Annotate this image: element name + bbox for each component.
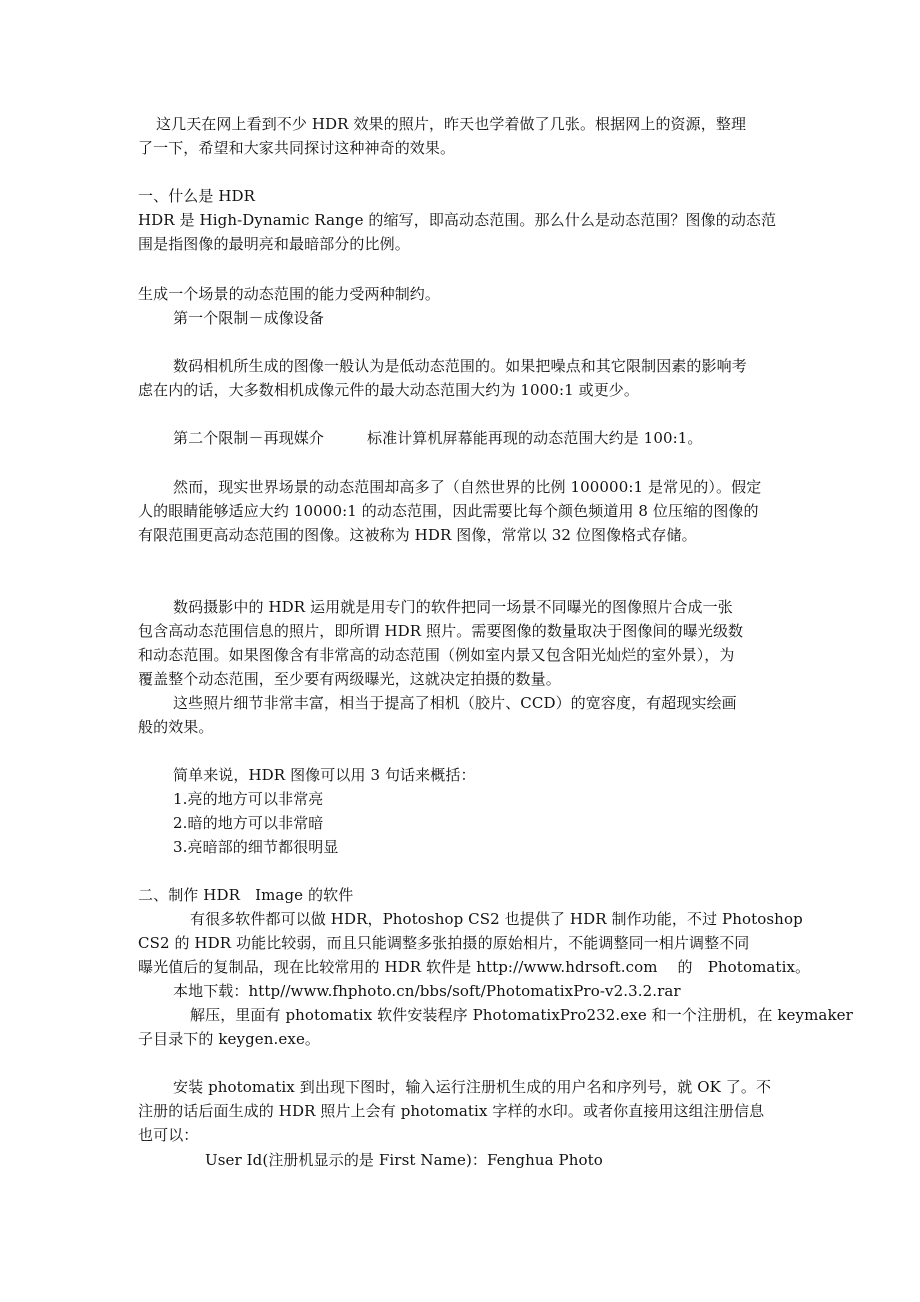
download-line: 本地下载：http//www.fhphoto.cn/bbs/soft/PhotomatixPro-v2.3.2.rar [173, 982, 681, 1000]
application-line-1: 数码摄影中的 HDR 运用就是用专门的软件把同一场景不同曝光的图像照片合成一张 [173, 598, 733, 616]
intro-line-2: 了一下，希望和大家共同探讨这种神奇的效果。 [138, 139, 456, 157]
summary-point-3: 3.亮暗部的细节都很明显 [173, 838, 339, 856]
install-line-1: 安装 photomatix 到出现下图时，输入运行注册机生成的用户名和序列号，就 OK 了。不 [173, 1078, 772, 1096]
section-2-heading: 二、制作 HDR Image 的软件 [138, 886, 354, 904]
limit-2-text: 标准计算机屏幕能再现的动态范围大约是 100:1。 [367, 429, 703, 447]
section-1-heading: 一、什么是 HDR [138, 187, 256, 205]
definition-line-2: 围是指图像的最明亮和最暗部分的比例。 [138, 235, 410, 253]
software-line-1: 有很多软件都可以做 HDR，Photoshop CS2 也提供了 HDR 制作功能，不过 Photoshop [190, 910, 803, 928]
reality-line-3: 有限范围更高动态范围的图像。这被称为 HDR 图像，常常以 32 位图像格式存储。 [138, 526, 697, 544]
summary-intro: 简单来说，HDR 图像可以用 3 句话来概括： [173, 766, 476, 784]
install-line-3: 也可以： [138, 1126, 199, 1144]
intro-line-1: 这几天在网上看到不少 HDR 效果的照片，昨天也学着做了几张。根据网上的资源，整理 [156, 115, 747, 133]
summary-point-2: 2.暗的地方可以非常暗 [173, 814, 324, 832]
reality-line-2: 人的眼睛能够适应大约 10000:1 的动态范围，因此需要比每个颜色频道用 8 位压缩的图像的 [138, 502, 759, 520]
limit-2-title: 第二个限制－再现媒介 [173, 429, 325, 447]
unzip-line-2: 子目录下的 keygen.exe。 [138, 1030, 321, 1048]
summary-point-1: 1.亮的地方可以非常亮 [173, 790, 324, 808]
definition-line-1: HDR 是 High-Dynamic Range 的缩写，即高动态范围。那么什么是动态范围？图像的动态范 [138, 211, 777, 229]
limit-1-text-line-1: 数码相机所生成的图像一般认为是低动态范围的。如果把噪点和其它限制因素的影响考 [173, 357, 747, 375]
constraints-intro: 生成一个场景的动态范围的能力受两种制约。 [138, 285, 441, 303]
software-line-2: CS2 的 HDR 功能比较弱，而且只能调整多张拍摄的原始相片，不能调整同一相片调整不同 [138, 934, 750, 952]
limit-1-text-line-2: 虑在内的话，大多数相机成像元件的最大动态范围大约为 1000:1 或更少。 [138, 381, 640, 399]
install-line-2: 注册的话后面生成的 HDR 照片上会有 photomatix 字样的水印。或者你直接用这组注册信息 [138, 1102, 765, 1120]
application-line-4: 覆盖整个动态范围，至少要有两级曝光，这就决定拍摄的数量。 [138, 670, 561, 688]
unzip-line-1: 解压，里面有 photomatix 软件安装程序 PhotomatixPro232.exe 和一个注册机，在 keymaker [190, 1006, 853, 1024]
reality-line-1: 然而，现实世界场景的动态范围却高多了（自然世界的比例 100000:1 是常见的）。假定 [173, 478, 762, 496]
user-id-line: User Id(注册机显示的是 First Name)：Fenghua Photo [205, 1151, 603, 1169]
detail-line-1: 这些照片细节非常丰富，相当于提高了相机（胶片、CCD）的宽容度，有超现实绘画 [173, 694, 737, 712]
application-line-2: 包含高动态范围信息的照片，即所谓 HDR 照片。需要图像的数量取决于图像间的曝光级数 [138, 622, 744, 640]
software-line-3: 曝光值后的复制品，现在比较常用的 HDR 软件是 http://www.hdrsoft.com 的 Photomatix。 [138, 958, 811, 976]
limit-1-title: 第一个限制－成像设备 [173, 309, 325, 327]
application-line-3: 和动态范围。如果图像含有非常高的动态范围（例如室内景又包含阳光灿烂的室外景），为 [138, 646, 735, 664]
detail-line-2: 般的效果。 [138, 718, 214, 736]
